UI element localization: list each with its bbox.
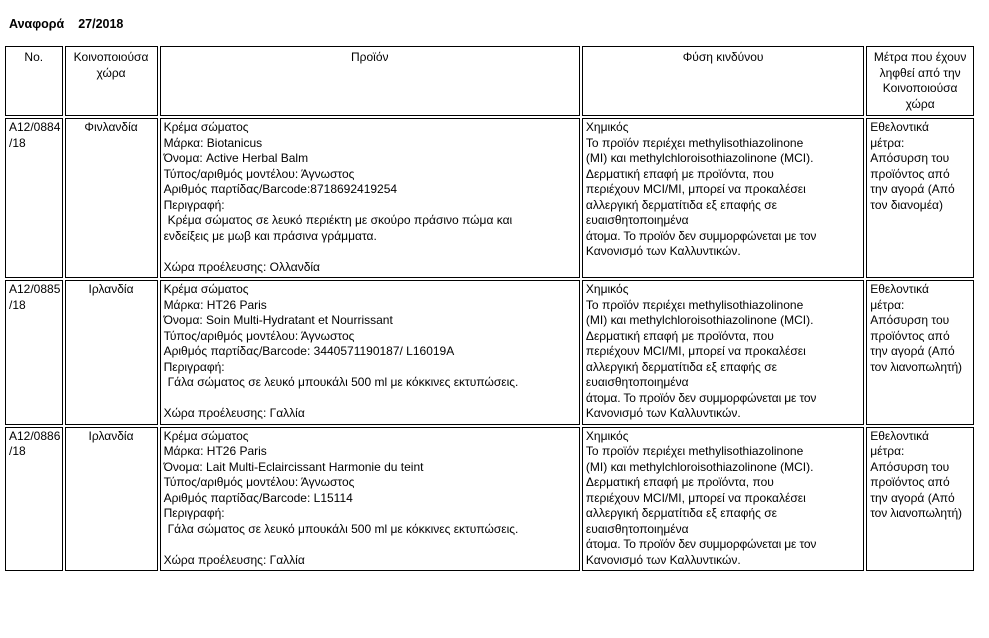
- measures-text: τον λιανοπωλητή): [870, 506, 962, 520]
- measures-text: τον λιανοπωλητή): [870, 359, 962, 374]
- measures-text: μέτρα:: [870, 444, 905, 458]
- hazard-text: αλλεργική δερματίτιδα εξ επαφής σε: [585, 197, 777, 212]
- hazard-text: Κανονισμό των Καλλυντικών.: [585, 244, 741, 258]
- measures-text: την αγορά (Από: [870, 344, 955, 358]
- product-batch: Αριθμός παρτίδας/Barcode: 3440571190187/ L16019A: [163, 344, 455, 358]
- measures-text: προϊόντος από: [870, 475, 950, 489]
- hazard-text: Δερματική επαφή με προϊόντα, που: [585, 166, 774, 181]
- product-brand: Μάρκα: HT26 Paris: [163, 444, 267, 458]
- column-header-measures: Μέτρα που έχουν ληφθεί από την Κοινοποιούσα χώρα: [866, 46, 974, 116]
- cell-measures: [866, 280, 974, 425]
- report-number: 27/2018: [78, 17, 124, 31]
- notification-number-line: A12/0886: [9, 428, 61, 443]
- cell-measures: [866, 118, 974, 278]
- cell-product: [160, 427, 580, 572]
- measures-text: την αγορά (Από: [870, 490, 955, 505]
- column-header-hazard: Φύση κινδύνου: [582, 46, 864, 116]
- hazard-type: Χημικός: [585, 282, 629, 296]
- country-name: Φινλανδία: [84, 120, 138, 134]
- product-description-label: Περιγραφή:: [163, 197, 225, 212]
- product-category: Κρέμα σώματος: [163, 428, 249, 443]
- hazard-text: Κανονισμό των Καλλυντικών.: [585, 552, 741, 567]
- hazard-text: Το προϊόν περιέχει methylisothiazolinone: [585, 444, 804, 458]
- hazard-text: περιέχουν MCI/MI, μπορεί να προκαλέσει: [585, 490, 806, 505]
- measures-text: προϊόντος από: [870, 166, 950, 181]
- hazard-text: Δερματική επαφή με προϊόντα, που: [585, 328, 774, 343]
- cell-hazard: [582, 280, 864, 425]
- product-origin: Χώρα προέλευσης: Γαλλία: [163, 552, 305, 567]
- product-description-label: Περιγραφή:: [163, 359, 225, 374]
- measures-text: Εθελοντικά: [870, 120, 929, 134]
- cell-product: [160, 280, 580, 425]
- column-header-no: No.: [5, 46, 63, 116]
- product-origin: Χώρα προέλευσης: Γαλλία: [163, 406, 305, 420]
- product-brand: Μάρκα: HT26 Paris: [163, 297, 267, 312]
- table-row: [5, 280, 974, 425]
- hazard-text: Δερματική επαφή με προϊόντα, που: [585, 475, 774, 489]
- cell-country: [65, 280, 158, 425]
- measures-text: Απόσυρση του: [870, 313, 950, 327]
- measures-text: Εθελοντικά: [870, 428, 929, 443]
- measures-text: Απόσυρση του: [870, 459, 950, 474]
- column-header-product: Προϊόν: [160, 46, 580, 116]
- product-origin: Χώρα προέλευσης: Ολλανδία: [163, 259, 320, 274]
- table-row: [5, 427, 974, 572]
- country-name: Ιρλανδία: [88, 428, 134, 443]
- product-batch: Αριθμός παρτίδας/Barcode: L15114: [163, 490, 353, 505]
- product-description: Γάλα σώματος σε λευκό μπουκάλι 500 ml με κόκκινες εκτυπώσεις.: [167, 375, 519, 389]
- measures-text: προϊόντος από: [870, 328, 950, 343]
- product-description: Κρέμα σώματος σε λευκό περιέκτη με σκούρο πράσινο πώμα και: [167, 213, 513, 227]
- hazard-text: Το προϊόν περιέχει methylisothiazolinone: [585, 297, 804, 312]
- cell-country: [65, 427, 158, 572]
- measures-text: τον διανομέα): [870, 197, 943, 212]
- spacer: [164, 391, 576, 407]
- report-label: Αναφορά: [9, 17, 65, 31]
- table-header-row: [5, 46, 974, 116]
- notification-number-line: /18: [9, 135, 26, 150]
- hazard-text: (MI) και methylchloroisothiazolinone (MCI).: [585, 151, 814, 165]
- cell-country: [65, 118, 158, 278]
- product-model: Τύπος/αριθμός μοντέλου: Άγνωστος: [163, 166, 355, 181]
- product-model: Τύπος/αριθμός μοντέλου: Άγνωστος: [163, 328, 355, 343]
- cell-measures: [866, 427, 974, 572]
- hazard-text: (MI) και methylchloroisothiazolinone (MCI).: [585, 313, 814, 327]
- column-header-country: Κοινοποιούσα χώρα: [65, 46, 158, 116]
- notifications-table: [3, 44, 976, 573]
- product-name: Όνομα: Lait Multi-Eclaircissant Harmonie du teint: [163, 459, 424, 474]
- hazard-text: αλλεργική δερματίτιδα εξ επαφής σε: [585, 359, 777, 374]
- product-name: Όνομα: Soin Multi-Hydratant et Nourrissant: [163, 313, 393, 327]
- hazard-text: (MI) και methylchloroisothiazolinone (MCI).: [585, 459, 814, 474]
- cell-notification-number: [5, 118, 63, 278]
- table-row: [5, 118, 974, 278]
- cell-notification-number: [5, 427, 63, 572]
- hazard-text: άτομα. Το προϊόν δεν συμμορφώνεται με τον: [585, 390, 817, 405]
- product-name: Όνομα: Active Herbal Balm: [163, 151, 309, 165]
- product-description: ενδείξεις με μωβ και πράσινα γράμματα.: [163, 228, 377, 243]
- hazard-text: άτομα. Το προϊόν δεν συμμορφώνεται με τον: [585, 228, 817, 243]
- product-category: Κρέμα σώματος: [163, 282, 249, 296]
- notification-number-line: A12/0884: [9, 120, 61, 134]
- product-batch: Αριθμός παρτίδας/Barcode:8718692419254: [163, 182, 398, 196]
- report-header: [9, 17, 123, 31]
- hazard-text: περιέχουν MCI/MI, μπορεί να προκαλέσει: [585, 344, 806, 358]
- product-description-label: Περιγραφή:: [163, 506, 225, 520]
- product-brand: Μάρκα: Biotanicus: [163, 135, 263, 150]
- spacer: [164, 244, 576, 260]
- hazard-type: Χημικός: [585, 120, 629, 134]
- hazard-text: άτομα. Το προϊόν δεν συμμορφώνεται με τον: [585, 537, 817, 551]
- product-description: Γάλα σώματος σε λευκό μπουκάλι 500 ml με κόκκινες εκτυπώσεις.: [167, 521, 519, 536]
- hazard-text: αλλεργική δερματίτιδα εξ επαφής σε: [585, 506, 777, 520]
- notification-number-line: /18: [9, 444, 26, 458]
- measures-text: την αγορά (Από: [870, 182, 955, 196]
- spacer: [164, 537, 576, 553]
- hazard-type: Χημικός: [585, 428, 629, 443]
- cell-product: [160, 118, 580, 278]
- measures-text: Εθελοντικά: [870, 282, 929, 296]
- hazard-text: ευαισθητοποιημένα: [585, 375, 689, 389]
- product-category: Κρέμα σώματος: [163, 120, 249, 134]
- hazard-text: ευαισθητοποιημένα: [585, 213, 689, 227]
- notification-number-line: /18: [9, 297, 26, 312]
- hazard-text: Το προϊόν περιέχει methylisothiazolinone: [585, 135, 804, 150]
- measures-text: Απόσυρση του: [870, 151, 950, 165]
- measures-text: μέτρα:: [870, 297, 905, 312]
- cell-hazard: [582, 118, 864, 278]
- product-model: Τύπος/αριθμός μοντέλου: Άγνωστος: [163, 475, 355, 489]
- notification-number-line: A12/0885: [9, 282, 61, 296]
- hazard-text: περιέχουν MCI/MI, μπορεί να προκαλέσει: [585, 182, 806, 196]
- hazard-text: ευαισθητοποιημένα: [585, 521, 689, 536]
- cell-hazard: [582, 427, 864, 572]
- measures-text: μέτρα:: [870, 135, 905, 150]
- hazard-text: Κανονισμό των Καλλυντικών.: [585, 406, 741, 420]
- cell-notification-number: [5, 280, 63, 425]
- country-name: Ιρλανδία: [88, 282, 134, 296]
